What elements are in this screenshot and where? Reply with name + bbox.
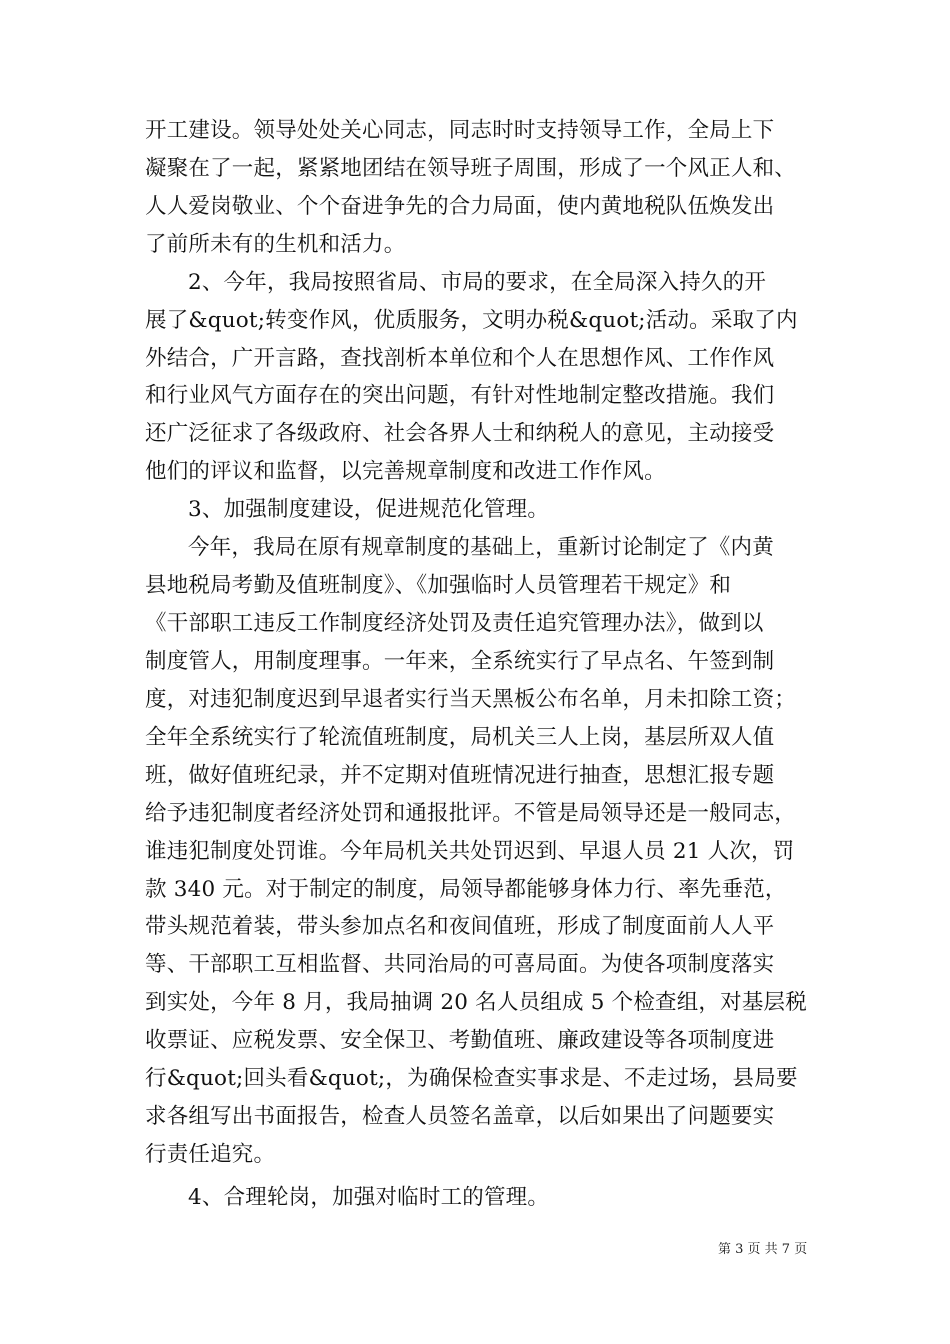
body-text-line: 凝聚在了一起，紧紧地团结在领导班子周围，形成了一个风正人和、 bbox=[145, 156, 797, 181]
paragraph-2-first-line: 2、今年，我局按照省局、市局的要求，在全局深入持久的开 bbox=[188, 270, 767, 295]
body-text-line: 他们的评议和监督，以完善规章制度和改进工作作风。 bbox=[145, 459, 666, 484]
body-text-line: 班，做好值班纪录，并不定期对值班情况进行抽查，思想汇报专题 bbox=[145, 763, 775, 788]
body-text-line: 行&quot;回头看&quot;，为确保检查实事求是、不走过场，县局要 bbox=[145, 1066, 798, 1091]
body-text-line: 收票证、应税发票、安全保卫、考勤值班、廉政建设等各项制度进 bbox=[145, 1028, 775, 1053]
body-text-line: 到实处，今年 8 月，我局抽调 20 名人员组成 5 个检查组，对基层税 bbox=[145, 990, 807, 1015]
body-text-line: 等、干部职工互相监督、共同治局的可喜局面。为使各项制度落实 bbox=[145, 952, 775, 977]
body-text-line: 开工建设。领导处处关心同志，同志时时支持领导工作，全局上下 bbox=[145, 118, 775, 143]
body-text-line: 制度管人，用制度理事。一年来，全系统实行了早点名、午签到制 bbox=[145, 649, 775, 674]
body-text-line: 全年全系统实行了轮流值班制度，局机关三人上岗，基层所双人值 bbox=[145, 725, 775, 750]
body-text-line: 还广泛征求了各级政府、社会各界人士和纳税人的意见，主动接受 bbox=[145, 421, 775, 446]
section-4-heading: 4、合理轮岗，加强对临时工的管理。 bbox=[188, 1185, 550, 1210]
page-number-footer: 第 3 页 共 7 页 bbox=[718, 1242, 808, 1257]
body-text-line: 行责任追究。 bbox=[145, 1142, 276, 1167]
body-text-line: 人人爱岗敬业、个个奋进争先的合力局面，使内黄地税队伍焕发出 bbox=[145, 194, 775, 219]
body-text-line: 了前所未有的生机和活力。 bbox=[145, 232, 406, 257]
body-text-line: 县地税局考勤及值班制度》、《加强临时人员管理若干规定》和 bbox=[145, 573, 732, 598]
section-3-heading: 3、加强制度建设，促进规范化管理。 bbox=[188, 497, 550, 522]
paragraph-first-line: 今年，我局在原有规章制度的基础上，重新讨论制定了《内黄 bbox=[188, 535, 774, 560]
body-text-line: 度，对违犯制度迟到早退者实行当天黑板公布名单，月未扣除工资； bbox=[145, 687, 797, 712]
body-text-line: 外结合，广开言路，查找剖析本单位和个人在思想作风、工作作风 bbox=[145, 346, 775, 371]
body-text-line: 带头规范着装，带头参加点名和夜间值班，形成了制度面前人人平 bbox=[145, 914, 775, 939]
body-text-line: 谁违犯制度处罚谁。今年局机关共处罚迟到、早退人员 21 人次，罚 bbox=[145, 839, 795, 864]
body-text-line: 求各组写出书面报告，检查人员签名盖章，以后如果出了问题要实 bbox=[145, 1104, 775, 1129]
body-text-line: 和行业风气方面存在的突出问题，有针对性地制定整改措施。我们 bbox=[145, 383, 775, 408]
body-text-line: 《干部职工违反工作制度经济处罚及责任追究管理办法》，做到以 bbox=[145, 611, 764, 636]
body-text-line: 展了&quot;转变作风，优质服务，文明办税&quot;活动。采取了内 bbox=[145, 308, 798, 333]
body-text-line: 给予违犯制度者经济处罚和通报批评。不管是局领导还是一般同志， bbox=[145, 801, 797, 826]
body-text-line: 款 340 元。对于制定的制度，局领导都能够身体力行、率先垂范， bbox=[145, 877, 787, 902]
